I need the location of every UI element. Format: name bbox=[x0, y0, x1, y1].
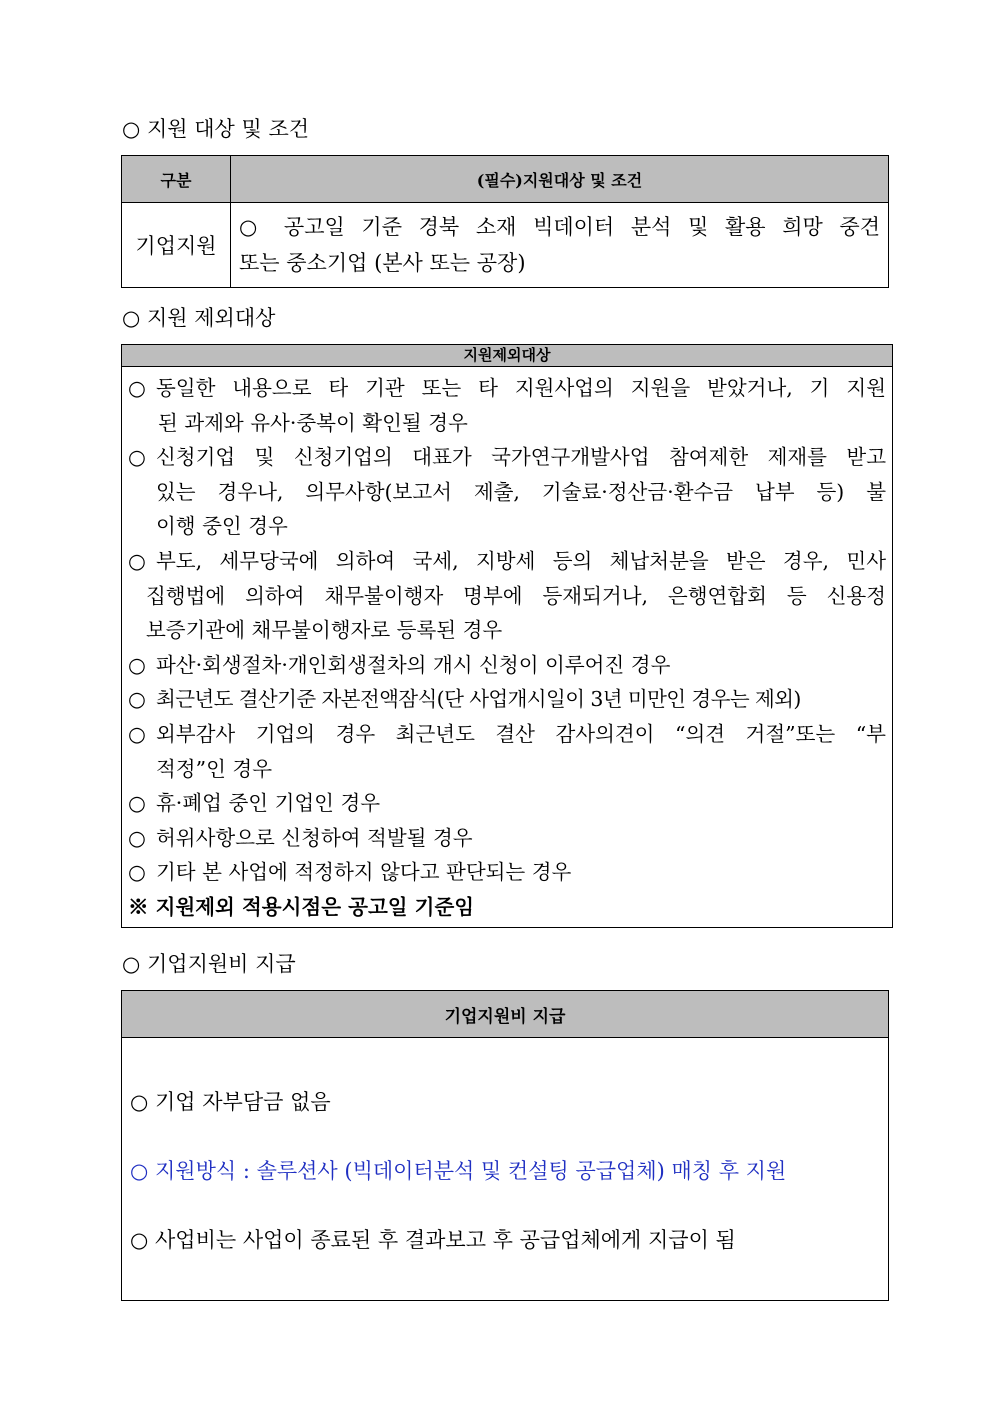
section-heading-payment: ○ 기업지원비 지급 bbox=[122, 952, 296, 976]
item-line: 동일한 내용으로 타 기관 또는 타 지원사업의 지원을 받았거나, 기 지원 bbox=[156, 376, 886, 400]
list-item bbox=[128, 648, 886, 683]
bullet: ○ bbox=[128, 791, 146, 816]
bullet: ○ bbox=[128, 825, 146, 850]
item-line: 이행 중인 경우 bbox=[156, 514, 288, 539]
payment-line-self-burden: ○ 기업 자부담금 없음 bbox=[130, 1090, 331, 1114]
list-item bbox=[128, 371, 886, 440]
row-category-label: 기업지원 bbox=[122, 203, 231, 288]
conditions-line-1: ○ 공고일 기준 경북 소재 빅데이터 분석 및 활용 희망 중견 bbox=[239, 215, 880, 239]
bullet: ○ bbox=[128, 652, 146, 677]
item-line: 보증기관에 채무불이행자로 등록된 경우 bbox=[146, 618, 503, 643]
payment-table bbox=[121, 990, 889, 1301]
section-heading-exclusions: ○ 지원 제외대상 bbox=[122, 306, 276, 330]
payment-line-support-method: ○ 지원방식 : 솔루션사 (빅데이터분석 및 컨설팅 공급업체) 매칭 후 지원 bbox=[130, 1159, 787, 1183]
payment-line-disbursement: ○ 사업비는 사업이 종료된 후 결과보고 후 공급업체에게 지급이 됨 bbox=[130, 1228, 736, 1252]
item-line: 집행법에 의하여 채무불이행자 명부에 등재되거나, 은행연합회 등 신용정 bbox=[146, 583, 886, 608]
list-item bbox=[128, 440, 886, 544]
item-line: 최근년도 결산기준 자본전액잠식(단 사업개시일이 3년 미만인 경우는 제외) bbox=[156, 687, 801, 712]
item-line: 휴·폐업 중인 기업인 경우 bbox=[156, 791, 381, 816]
payment-table-header: 기업지원비 지급 bbox=[122, 991, 889, 1038]
list-item bbox=[128, 855, 886, 890]
section-heading-support-target: ○ 지원 대상 및 조건 bbox=[122, 117, 310, 141]
exclusions-list bbox=[122, 367, 893, 928]
conditions-line-2: 또는 중소기업 (본사 또는 공장) bbox=[239, 251, 526, 275]
exclusions-table bbox=[121, 344, 893, 928]
table-header-conditions: (필수)지원대상 및 조건 bbox=[231, 156, 889, 203]
item-line: 파산·회생절차·개인회생절차의 개시 신청이 이루어진 경우 bbox=[156, 652, 671, 677]
item-line: 허위사항으로 신청하여 적발될 경우 bbox=[156, 825, 473, 850]
bullet: ○ bbox=[128, 721, 146, 746]
item-line: 기타 본 사업에 적정하지 않다고 판단되는 경우 bbox=[156, 860, 572, 885]
list-item bbox=[128, 544, 886, 648]
item-line: 있는 경우나, 의무사항(보고서 제출, 기술료·정산금·환수금 납부 등) 불 bbox=[156, 479, 886, 504]
bullet: ○ bbox=[128, 445, 146, 470]
bullet: ○ bbox=[128, 376, 146, 400]
exclusion-note: ※ 지원제외 적용시점은 공고일 기준임 bbox=[128, 894, 475, 919]
bullet: ○ bbox=[128, 687, 146, 712]
item-line: 적정”인 경우 bbox=[156, 756, 273, 781]
list-item bbox=[128, 821, 886, 856]
bullet: ○ bbox=[128, 548, 146, 573]
bullet: ○ bbox=[128, 860, 146, 885]
list-item bbox=[128, 786, 886, 821]
list-item bbox=[128, 717, 886, 786]
item-line: 신청기업 및 신청기업의 대표가 국가연구개발사업 참여제한 제재를 받고 bbox=[156, 445, 886, 470]
row-conditions-desc bbox=[231, 203, 889, 288]
table-header-category: 구분 bbox=[122, 156, 231, 203]
support-target-table bbox=[121, 155, 889, 288]
list-item bbox=[128, 682, 886, 717]
item-line: 부도, 세무당국에 의하여 국세, 지방세 등의 체납처분을 받은 경우, 민사 bbox=[156, 548, 886, 573]
exclusions-table-header: 지원제외대상 bbox=[122, 345, 893, 367]
item-line: 된 과제와 유사·중복이 확인될 경우 bbox=[158, 410, 468, 435]
item-line: 외부감사 기업의 경우 최근년도 결산 감사의견이 “의견 거절”또는 “부 bbox=[156, 721, 886, 746]
